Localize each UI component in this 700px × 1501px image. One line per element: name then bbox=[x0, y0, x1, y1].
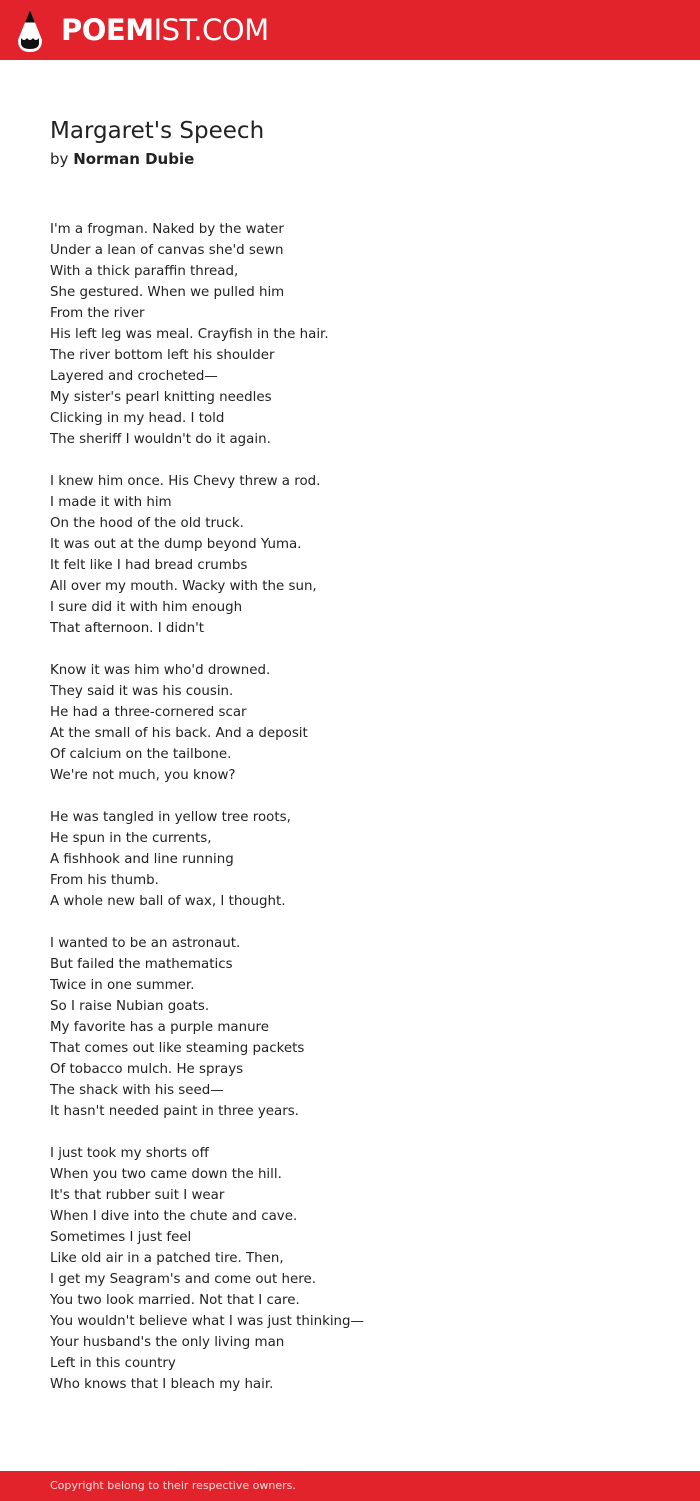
poem-line: A whole new ball of wax, I thought. bbox=[50, 894, 286, 909]
poem-line: The shack with his seed— bbox=[50, 1083, 224, 1098]
copyright-text: Copyright belong to their respective owners. bbox=[50, 1479, 296, 1492]
site-footer bbox=[0, 1471, 700, 1501]
poem-line: We're not much, you know? bbox=[50, 768, 236, 783]
poem-line: So I raise Nubian goats. bbox=[50, 999, 210, 1014]
logo-light-text: IST.COM bbox=[153, 13, 269, 47]
poem-line: Who knows that I bleach my hair. bbox=[50, 1377, 274, 1392]
poem-line: He spun in the currents, bbox=[50, 831, 212, 846]
poem-line: He had a three-cornered scar bbox=[50, 705, 247, 720]
site-header bbox=[0, 0, 700, 60]
poem-line: My sister's pearl knitting needles bbox=[50, 390, 272, 405]
poem-stanza bbox=[50, 660, 670, 786]
poem-line: I just took my shorts off bbox=[50, 1146, 209, 1161]
byline-prefix: by bbox=[50, 150, 69, 168]
poem-line: You two look married. Not that I care. bbox=[50, 1293, 300, 1308]
poem-line: Of tobacco mulch. He sprays bbox=[50, 1062, 244, 1077]
poem-line: On the hood of the old truck. bbox=[50, 516, 244, 531]
poem-line: She gestured. When we pulled him bbox=[50, 285, 285, 300]
poem-title: Margaret's Speech bbox=[50, 118, 265, 144]
poem-line: He was tangled in yellow tree roots, bbox=[50, 810, 291, 825]
poem-line: Of calcium on the tailbone. bbox=[50, 747, 232, 762]
logo-bold-text: POEM bbox=[61, 13, 154, 47]
author-name[interactable]: Norman Dubie bbox=[73, 150, 195, 168]
poem-line: The river bottom left his shoulder bbox=[50, 348, 275, 363]
poem-line: That afternoon. I didn't bbox=[50, 621, 205, 636]
poem-line: Sometimes I just feel bbox=[50, 1230, 192, 1245]
poem-line: Twice in one summer. bbox=[50, 978, 195, 993]
poem-line: I get my Seagram's and come out here. bbox=[50, 1272, 316, 1287]
poem-line: I made it with him bbox=[50, 495, 172, 510]
poem-line: His left leg was meal. Crayfish in the hair. bbox=[50, 327, 329, 342]
poem-line: Clicking in my head. I told bbox=[50, 411, 225, 426]
poem-line: It felt like I had bread crumbs bbox=[50, 558, 248, 573]
poem-line: I'm a frogman. Naked by the water bbox=[50, 222, 284, 237]
poem-line: I knew him once. His Chevy threw a rod. bbox=[50, 474, 321, 489]
poem-line: It hasn't needed paint in three years. bbox=[50, 1104, 299, 1119]
poem-line: From his thumb. bbox=[50, 873, 159, 888]
pencil-tip-icon[interactable] bbox=[18, 10, 42, 52]
site-logo[interactable] bbox=[61, 12, 269, 48]
poem-byline bbox=[50, 148, 194, 170]
poem-line: From the river bbox=[50, 306, 145, 321]
poem-line: Layered and crocheted— bbox=[50, 369, 218, 384]
poem-line: A fishhook and line running bbox=[50, 852, 234, 867]
poem-line: Left in this country bbox=[50, 1356, 176, 1371]
poem-line: It's that rubber suit I wear bbox=[50, 1188, 225, 1203]
poem-line: It was out at the dump beyond Yuma. bbox=[50, 537, 302, 552]
poem-line: The sheriff I wouldn't do it again. bbox=[50, 432, 271, 447]
poem-stanza bbox=[50, 471, 670, 639]
poem-line: When I dive into the chute and cave. bbox=[50, 1209, 298, 1224]
poem-stanza bbox=[50, 807, 670, 912]
poem-line: All over my mouth. Wacky with the sun, bbox=[50, 579, 317, 594]
poem-line: Like old air in a patched tire. Then, bbox=[50, 1251, 284, 1266]
poem-stanza bbox=[50, 219, 670, 450]
poem-line: Under a lean of canvas she'd sewn bbox=[50, 243, 284, 258]
poem-line: When you two came down the hill. bbox=[50, 1167, 282, 1182]
poem-line: They said it was his cousin. bbox=[50, 684, 234, 699]
poem-line: Your husband's the only living man bbox=[50, 1335, 285, 1350]
poem-line: I wanted to be an astronaut. bbox=[50, 936, 241, 951]
poem-line: Know it was him who'd drowned. bbox=[50, 663, 271, 678]
poem-line: At the small of his back. And a deposit bbox=[50, 726, 308, 741]
poem-line: That comes out like steaming packets bbox=[50, 1041, 305, 1056]
poem-line: You wouldn't believe what I was just thinking— bbox=[50, 1314, 364, 1329]
poem-stanza bbox=[50, 933, 670, 1122]
poem-stanza bbox=[50, 1143, 670, 1395]
poem-line: With a thick paraffin thread, bbox=[50, 264, 239, 279]
poem-line: But failed the mathematics bbox=[50, 957, 233, 972]
poem-line: My favorite has a purple manure bbox=[50, 1020, 270, 1035]
poem-body bbox=[50, 219, 670, 1416]
poem-line: I sure did it with him enough bbox=[50, 600, 243, 615]
